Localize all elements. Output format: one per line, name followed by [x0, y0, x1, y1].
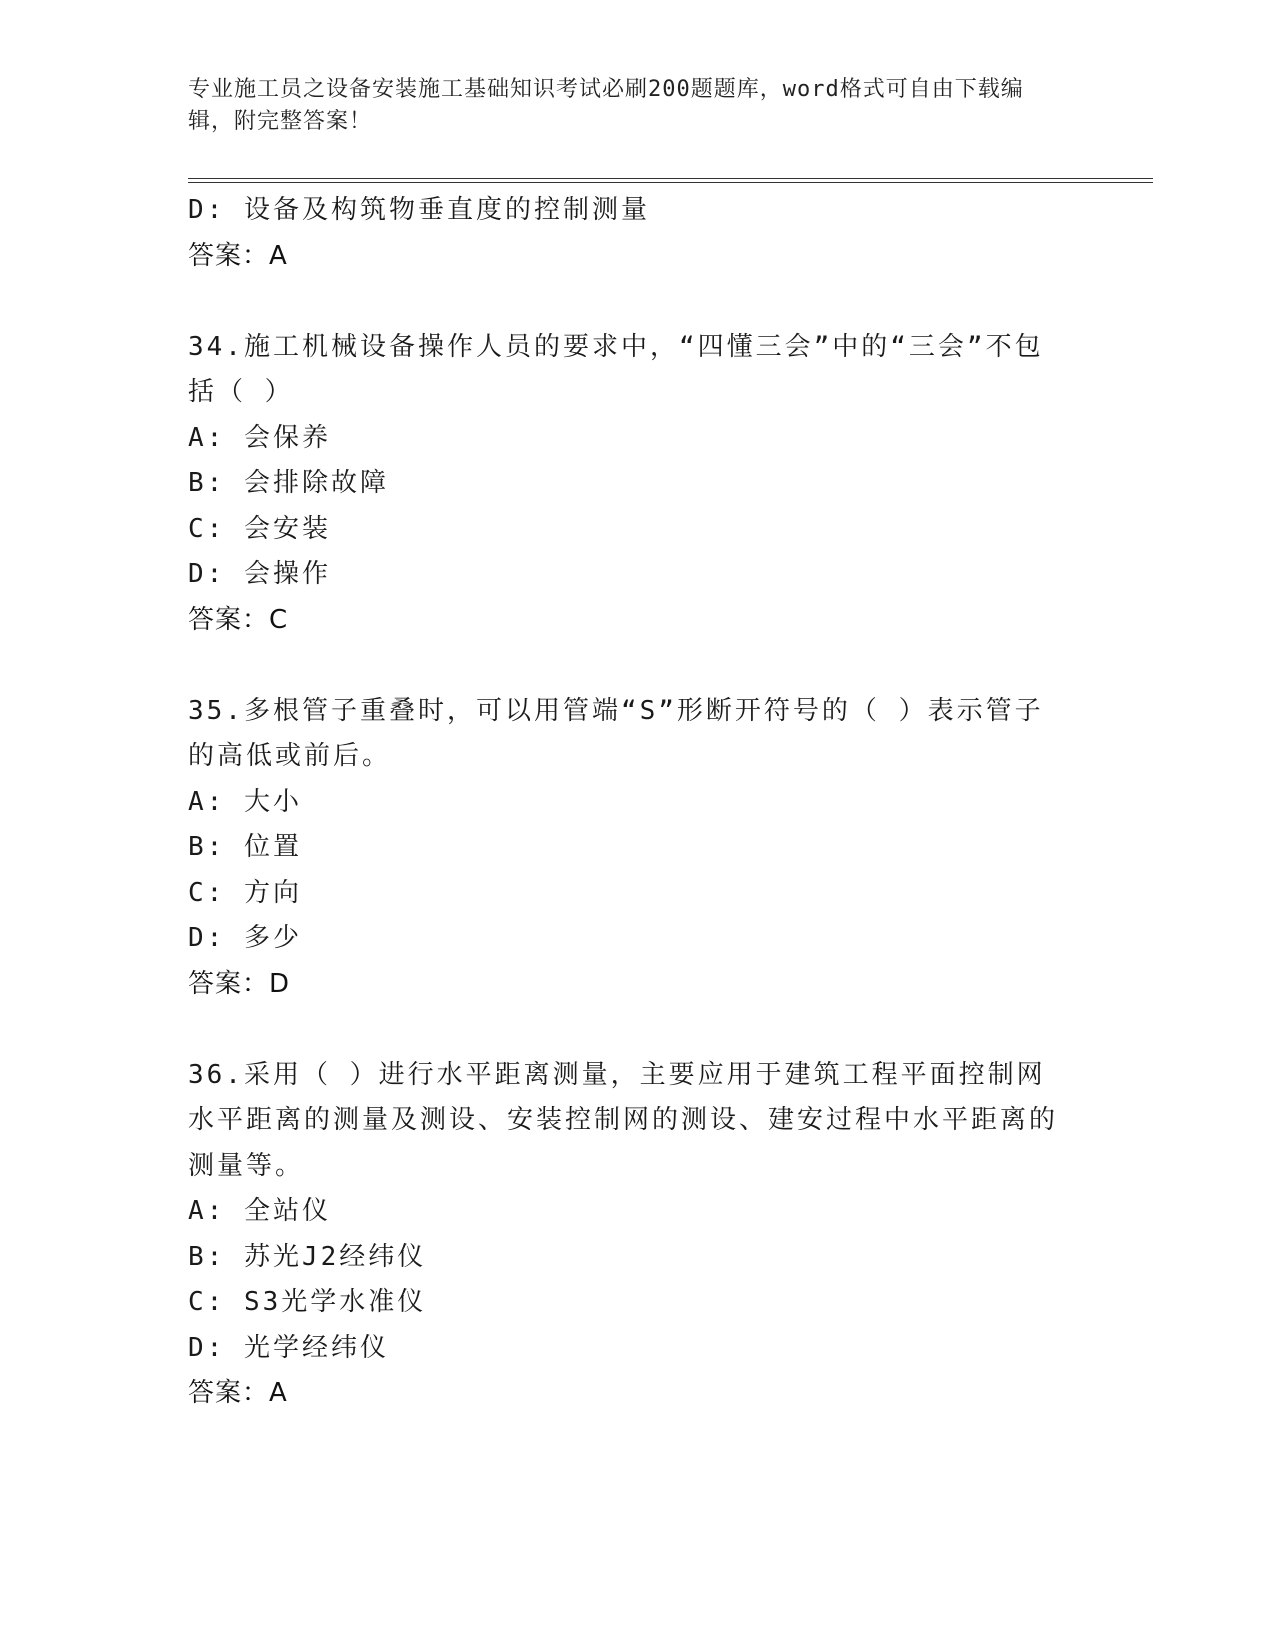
option-d: D: 多少: [188, 923, 302, 953]
question-stem: 35.多根管子重叠时，可以用管端“S”形断开符号的（ ）表示管子的高低或前后。: [188, 695, 1044, 771]
option-d: D: 光学经纬仪: [188, 1332, 389, 1363]
spacer: [188, 1007, 1088, 1053]
header-divider-bottom: [188, 182, 1153, 183]
question-content: [188, 188, 1088, 1417]
question-stem: 36.采用（ ）进行水平距离测量，主要应用于建筑工程平面控制网水平距离的测量及测设、安装控制网的测设、建安过程中水平距离的测量等。: [188, 1059, 1059, 1181]
answer-value: C: [269, 604, 289, 635]
question-stem: 34.施工机械设备操作人员的要求中，“四懂三会”中的“三会”不包括（ ）: [188, 331, 1044, 407]
answer-line: [188, 1371, 1088, 1417]
answer-label: 答案：: [188, 604, 270, 635]
header-divider-top: [188, 178, 1153, 179]
spacer: [188, 643, 1088, 689]
document-header: 专业施工员之设备安装施工基础知识考试必刷200题题库，word格式可自由下载编辑，附完整答案！: [188, 77, 1024, 134]
option-c: C: 方向: [188, 877, 302, 908]
answer-value: D: [269, 968, 291, 999]
option-b: B: 苏光J2经纬仪: [188, 1241, 427, 1272]
answer-value: A: [269, 240, 288, 271]
answer-value: A: [269, 1378, 288, 1408]
option-c: C: S3光学水准仪: [188, 1287, 427, 1317]
option-d: D: 会操作: [188, 559, 331, 589]
option-d: D: 设备及构筑物垂直度的控制测量: [188, 195, 650, 225]
question-34: [188, 325, 1088, 644]
option-a: A: 会保养: [188, 422, 331, 453]
option-a: A: 大小: [188, 786, 302, 817]
answer-label: 答案：: [188, 240, 270, 271]
option-b: B: 位置: [188, 832, 302, 862]
answer-line: [188, 598, 1088, 644]
question-36: [188, 1053, 1088, 1417]
option-c: C: 会安装: [188, 513, 331, 544]
option-a: A: 全站仪: [188, 1196, 331, 1226]
answer-label: 答案：: [188, 968, 270, 999]
answer-line: [188, 962, 1088, 1008]
question-35: [188, 689, 1088, 1008]
answer-label: 答案：: [188, 1378, 270, 1408]
spacer: [188, 279, 1088, 325]
answer-line: [188, 234, 1088, 280]
option-b: B: 会排除故障: [188, 468, 389, 498]
